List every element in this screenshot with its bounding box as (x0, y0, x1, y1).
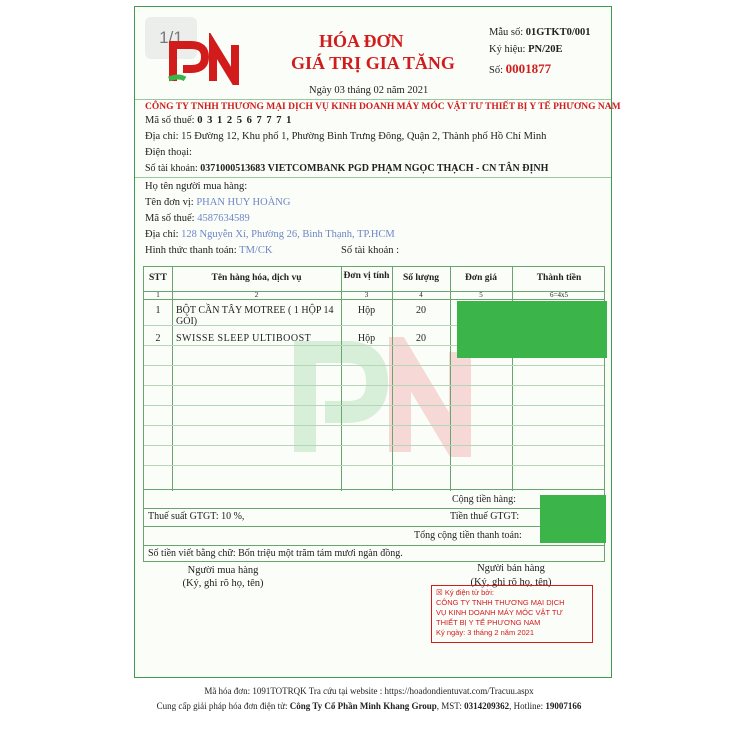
digital-signature-stamp (431, 585, 593, 643)
stamp-head: ☒ Ký điện tử bởi: (436, 588, 494, 597)
column-number: 4 (419, 291, 423, 299)
divider (135, 99, 611, 100)
stamp-date: Ký ngày: 3 tháng 2 năm 2021 (436, 628, 534, 637)
stamp-line: THIẾT BỊ Y TẾ PHƯƠNG NAM (436, 618, 541, 627)
column-number: 3 (364, 291, 369, 299)
footer-lookup: Mã hóa đơn: 1091TOTRQK Tra cứu tại website : https://hoadondientuvat.com/Tracuu.aspx (204, 686, 534, 696)
row-2-stt: 2 (155, 333, 161, 344)
footer-provider: Cung cấp giải pháp hóa đơn điện tử: Công Ty Cổ Phần Minh Khang Group, MST: 0314209362, Hotline: 19007166 (156, 701, 582, 711)
row-2-name: SWISSE SLEEP ULTIBOOST (176, 333, 312, 344)
buyer-signature-note: (Ký, ghi rõ họ, tên) (182, 578, 264, 589)
seller-account: Số tài khoản: 0371000513683 VIETCOMBANK PGD PHẠM NGỌC THẠCH - CN TÂN ĐỊNH (145, 163, 549, 174)
buyer-account: Số tài khoản : (341, 245, 400, 256)
header-price: Đơn giá (465, 273, 497, 283)
column-number: 6=4x5 (550, 291, 568, 299)
totals-section (143, 490, 605, 546)
payment-method: Hình thức thanh toán: TM/CK (145, 245, 273, 256)
buyer-tax-code: Mã số thuế: 4587634589 (145, 213, 250, 224)
stamp-line: VỤ KINH DOANH MÁY MÓC VẬT TƯ (436, 608, 563, 617)
column-number: 1 (156, 291, 160, 299)
stamp-line: CÔNG TY TNHH THƯƠNG MẠI DỊCH (436, 598, 565, 607)
seller-tax-code: Mã số thuế: 0 3 1 2 5 6 7 7 7 1 (145, 115, 293, 126)
items-table (143, 266, 605, 490)
invoice-number: Số: 0001877 (489, 61, 552, 76)
invoice-title: HÓA ĐƠN (319, 31, 404, 51)
row-1-unit: Hộp (357, 305, 376, 316)
invoice-subtitle: GIÁ TRỊ GIA TĂNG (291, 53, 455, 73)
redacted-total-block (540, 495, 606, 543)
row-1-stt: 1 (155, 305, 161, 316)
seller-phone: Điện thoại: (145, 147, 192, 158)
header-qty: Số lượng (402, 273, 440, 283)
header-product: Tên hàng hóa, dịch vụ (211, 273, 302, 283)
seller-address: Địa chỉ: 15 Đường 12, Khu phố 1, Phường Bình Trưng Đông, Quận 2, Thành phố Hồ Chí Minh (145, 131, 547, 142)
row-2-qty: 20 (416, 333, 426, 344)
row-1-name: BỘT CẦN TÂY MOTREE ( 1 HỘP 14 (176, 305, 334, 316)
column-number: 5 (479, 291, 483, 299)
buyer-address: Địa chỉ: 128 Nguyễn Xí, Phường 26, Bình Thạnh, TP.HCM (145, 229, 395, 240)
vat-rate: Thuế suất GTGT: 10 %, (148, 511, 245, 522)
vat-amount-label: Tiền thuế GTGT: (450, 511, 520, 522)
amount-in-words-row (143, 546, 605, 562)
buyer-name: Họ tên người mua hàng: (145, 181, 248, 192)
invoice-document (134, 6, 621, 678)
header-unit: Đơn vị tính (343, 271, 390, 281)
seller-company: CÔNG TY TNHH THƯƠNG MẠI DỊCH VỤ KINH DOANH MÁY MÓC VẬT TƯ THIẾT BỊ Y TẾ PHƯƠNG NAM (145, 102, 621, 112)
buyer-signature-title: Người mua hàng (187, 565, 259, 576)
grand-total-label: Tổng cộng tiền thanh toán: (414, 530, 522, 541)
subtotal-label: Cộng tiền hàng: (452, 494, 516, 505)
seller-signature-note: (Ký, ghi rõ họ, tên) (470, 577, 552, 588)
redacted-price-block (457, 301, 607, 358)
column-number: 2 (254, 291, 259, 299)
invoice-symbol: Ký hiệu: PN/20E (489, 44, 563, 55)
checkbox-icon: ☒ (436, 588, 443, 597)
row-1-qty: 20 (416, 305, 426, 316)
divider (135, 177, 611, 178)
invoice-date: Ngày 03 tháng 02 năm 2021 (309, 85, 429, 96)
amount-in-words: Số tiền viết bằng chữ: Bốn triệu một trăm tám mươi ngàn đồng. (148, 548, 403, 559)
row-2-unit: Hộp (357, 333, 376, 344)
seller-signature-title: Người bán hàng (477, 563, 545, 574)
buyer-unit: Tên đơn vị: PHAN HUY HOÀNG (145, 197, 291, 208)
header-amount: Thành tiền (536, 273, 582, 283)
company-logo (165, 33, 245, 85)
form-number: Mẫu số: 01GTKT0/001 (489, 27, 591, 38)
page-indicator: 1/1 (145, 17, 197, 59)
header-stt: STT (149, 273, 167, 283)
row-1-name-cont: GÓI) (176, 316, 198, 327)
